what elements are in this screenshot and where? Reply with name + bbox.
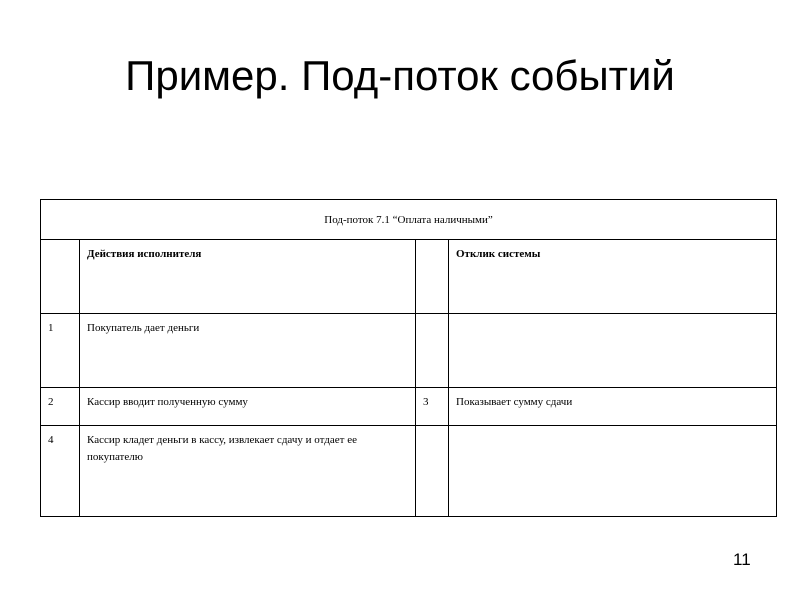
system-response xyxy=(449,314,777,388)
response-step-number xyxy=(416,426,449,517)
actor-action: Кассир кладет деньги в кассу, извлекает сдачу и отдает ее покупателю xyxy=(80,426,416,517)
table-row xyxy=(41,388,777,426)
table-caption-row xyxy=(41,200,777,240)
system-response xyxy=(449,426,777,517)
header-response-step-cell xyxy=(416,240,449,314)
table-caption: Под-поток 7.1 “Оплата наличными” xyxy=(41,200,777,240)
actor-action: Покупатель дает деньги xyxy=(80,314,416,388)
response-step-number xyxy=(416,314,449,388)
header-step-cell xyxy=(41,240,80,314)
slide-number: 11 xyxy=(733,550,751,569)
step-number: 4 xyxy=(41,426,80,517)
step-number: 2 xyxy=(41,388,80,426)
table-row xyxy=(41,314,777,388)
response-step-number: 3 xyxy=(416,388,449,426)
header-system-response: Отклик системы xyxy=(449,240,777,314)
slide-title: Пример. Под-поток событий xyxy=(125,52,675,99)
header-actor-actions: Действия исполнителя xyxy=(80,240,416,314)
table-row xyxy=(41,426,777,517)
actor-action: Кассир вводит полученную сумму xyxy=(80,388,416,426)
table-header-row xyxy=(41,240,777,314)
subflow-table xyxy=(40,199,777,517)
system-response: Показывает сумму сдачи xyxy=(449,388,777,426)
step-number: 1 xyxy=(41,314,80,388)
